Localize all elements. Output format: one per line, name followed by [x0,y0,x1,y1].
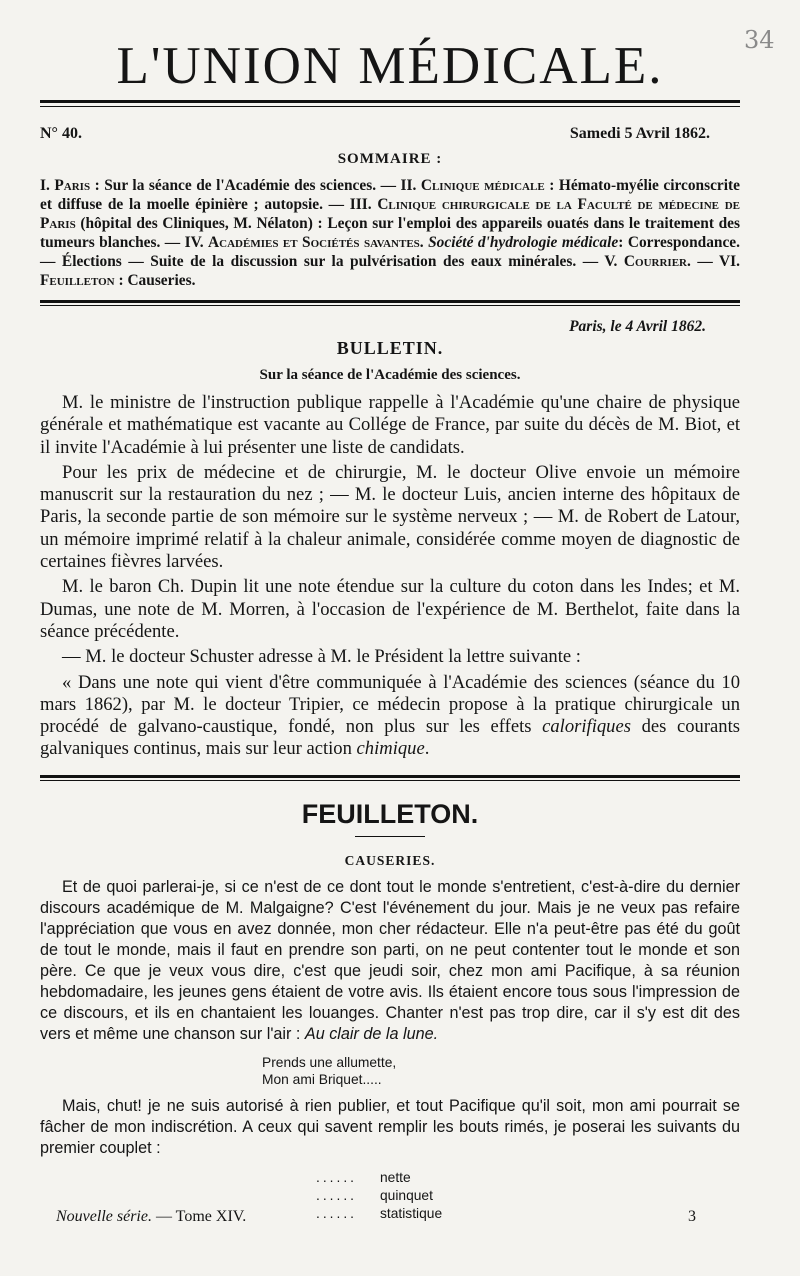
rhyme-dots: ...... [316,1205,357,1221]
section-rule [40,300,740,303]
verse-block [262,1054,740,1088]
letter-italic: chimique [356,738,425,760]
sommaire-academies: Académies et Sociétés savantes. [208,234,424,251]
feuilleton-title: FEUILLETON. [301,798,479,829]
sommaire-societe: Société d'hydrologie médicale [423,234,619,251]
verse-line: Mon ami Briquet..... [262,1071,382,1087]
sommaire-item: : Sur la séance de l'Académie des sciences. — II. [90,177,421,194]
rhyme-line [316,1169,740,1187]
sommaire-item: : Hémato-myélie circonscrite et diffuse de la moelle épinière ; autopsie. — III. [40,177,740,213]
sommaire-clinique-chirurgicale: Clinique chirurgicale de la Faculté de médecine de Paris [40,196,740,232]
sommaire-text [40,176,740,290]
masthead-rule [40,100,740,103]
bulletin-body [40,392,740,761]
footer-page-number: 3 [688,1208,696,1225]
issue-number: N° 40. [40,125,82,142]
sommaire-num: I. [40,177,55,194]
rhyme-word: statistique [380,1205,443,1221]
feuilleton-paragraph: Mais, chut! je ne suis autorisé à rien publier, et tout Pacifique qu'il soit, mon ami pourrait se fâcher de mon indiscrétion. A ceux qui savent remplir les bouts rimés, je poserai les suivants du premier couplet : [40,1096,740,1157]
letter-text: . [424,738,430,760]
rhyme-dots: ...... [316,1187,357,1203]
footer-tome: — Tome XIV. [151,1208,247,1225]
corner-page-number: 34 [744,26,775,54]
section-rule-thin [40,305,740,306]
sommaire-item: — VI. [690,253,741,270]
rhyme-word: quinquet [380,1187,433,1203]
feuilleton-rule [40,775,740,778]
rhyme-word: nette [380,1169,411,1185]
bulletin-subtitle: Sur la séance de l'Académie des sciences. [259,367,521,383]
sommaire-item: : Correspondance. — Élections — Suite de la discussion sur la pulvérisation des eaux minérales. — V. [40,234,740,270]
bulletin-letter [40,672,740,761]
rhyme-dots: ...... [316,1169,357,1185]
rhyme-line [316,1187,740,1205]
issue-row [40,125,740,143]
bulletin-paragraph: M. le baron Ch. Dupin lit une note étendue sur la culture du coton dans les Indes; et M. Dumas, une note de M. Morren, à l'occasion de l'expérience de M. Berthelot, faite dans la séance précédente. [40,576,740,642]
bulletin-paragraph: M. le ministre de l'instruction publique rappelle à l'Académie qu'une chaire de physique générale et mathématique est vacante au Collége de France, par suite du décès de M. Biot, et il invite l'Académie à lui présenter une liste de candidats. [40,392,740,458]
bulletin-paragraph: — M. le docteur Schuster adresse à M. le Président la lettre suivante : [62,646,581,668]
verse-line: Prends une allumette, [262,1054,397,1070]
feuilleton-underline [355,836,425,837]
letter-text: « Dans une note qui vient d'être communiquée à l'Académie des sciences (séance du 10 mars 1862), par M. le docteur Tripier, ce médecin propose à la pratique chirurgicale un procédé de galvano-caustique, fondé, non plus sur les effets [40,671,740,738]
sommaire-courrier: Courrier. [623,253,691,270]
feuilleton-paragraph [40,877,740,1046]
masthead-rule-thin [40,106,740,107]
feuilleton-body [40,877,740,1223]
issue-date: Samedi 5 Avril 1862. [569,125,710,142]
page [40,18,740,1223]
sommaire-clinique-medicale: Clinique médicale [420,177,545,194]
feuilleton-italic: Au clair de la lune. [304,1025,439,1044]
footer-series-italic: Nouvelle série. [56,1208,152,1225]
sommaire-item: : Causeries. [114,272,196,289]
causeries-title: CAUSERIES. [344,852,436,868]
dateline: Paris, le 4 Avril 1862. [569,318,706,335]
sommaire-feuilleton: Feuilleton [40,272,115,289]
letter-text: des courants galvaniques continus, mais sur leur action [40,716,740,760]
masthead-title: L'UNION MÉDICALE. [116,37,664,95]
feuilleton-text: Et de quoi parlerai-je, si ce n'est de ce dont tout le monde s'entretient, c'est-à-dire du dernier discours académique de M. Malgaigne? C'est l'événement du jour. Mais je ne veux pas refaire l'appréciation que vous en avez donnée, mon cher rédacteur. Elle n'a peut-être pas été du goût de tout le monde, mais il faut en prendre son parti, on ne peut contenter tout le monde et son père. Ce que je veux vous dire, c'est que jeudi soir, chez mon ami Pacifique, à sa réunion hebdomadaire, les jeunes gens étaient de votre avis. Ils étaient encore tous sous l'impression de ce discours, et ils en chantaient les louanges. Chanter n'est pas trop dire, car il s'y est dit des vers et même une chanson sur l'air : [40,877,740,1044]
letter-italic: calorifiques [542,716,631,738]
sommaire-paris: Paris [54,177,91,194]
sommaire-title: SOMMAIRE : [337,151,443,167]
feuilleton-rule-thin [40,780,740,781]
page-footer [56,1205,696,1226]
sommaire-item: (hôpital des Cliniques, M. Nélaton) : Leçon sur l'emploi des appareils ouatés dans le traitement des tumeurs blanches. — IV. [40,215,740,251]
footer-series [56,1208,246,1226]
bulletin-paragraph: Pour les prix de médecine et de chirurgie, M. le docteur Olive envoie un mémoire manuscrit sur la restauration du nez ; — M. le docteur Luis, ancien interne des hôpitaux de Paris, la seconde partie de son mémoire sur le système nerveux ; — M. de Robert de Latour, un mémoire imprimé relatif à la chaleur animale, considérée comme moyen de diagnostic de certaines fièvres larvées. [40,461,740,573]
bulletin-title: BULLETIN. [336,338,444,358]
